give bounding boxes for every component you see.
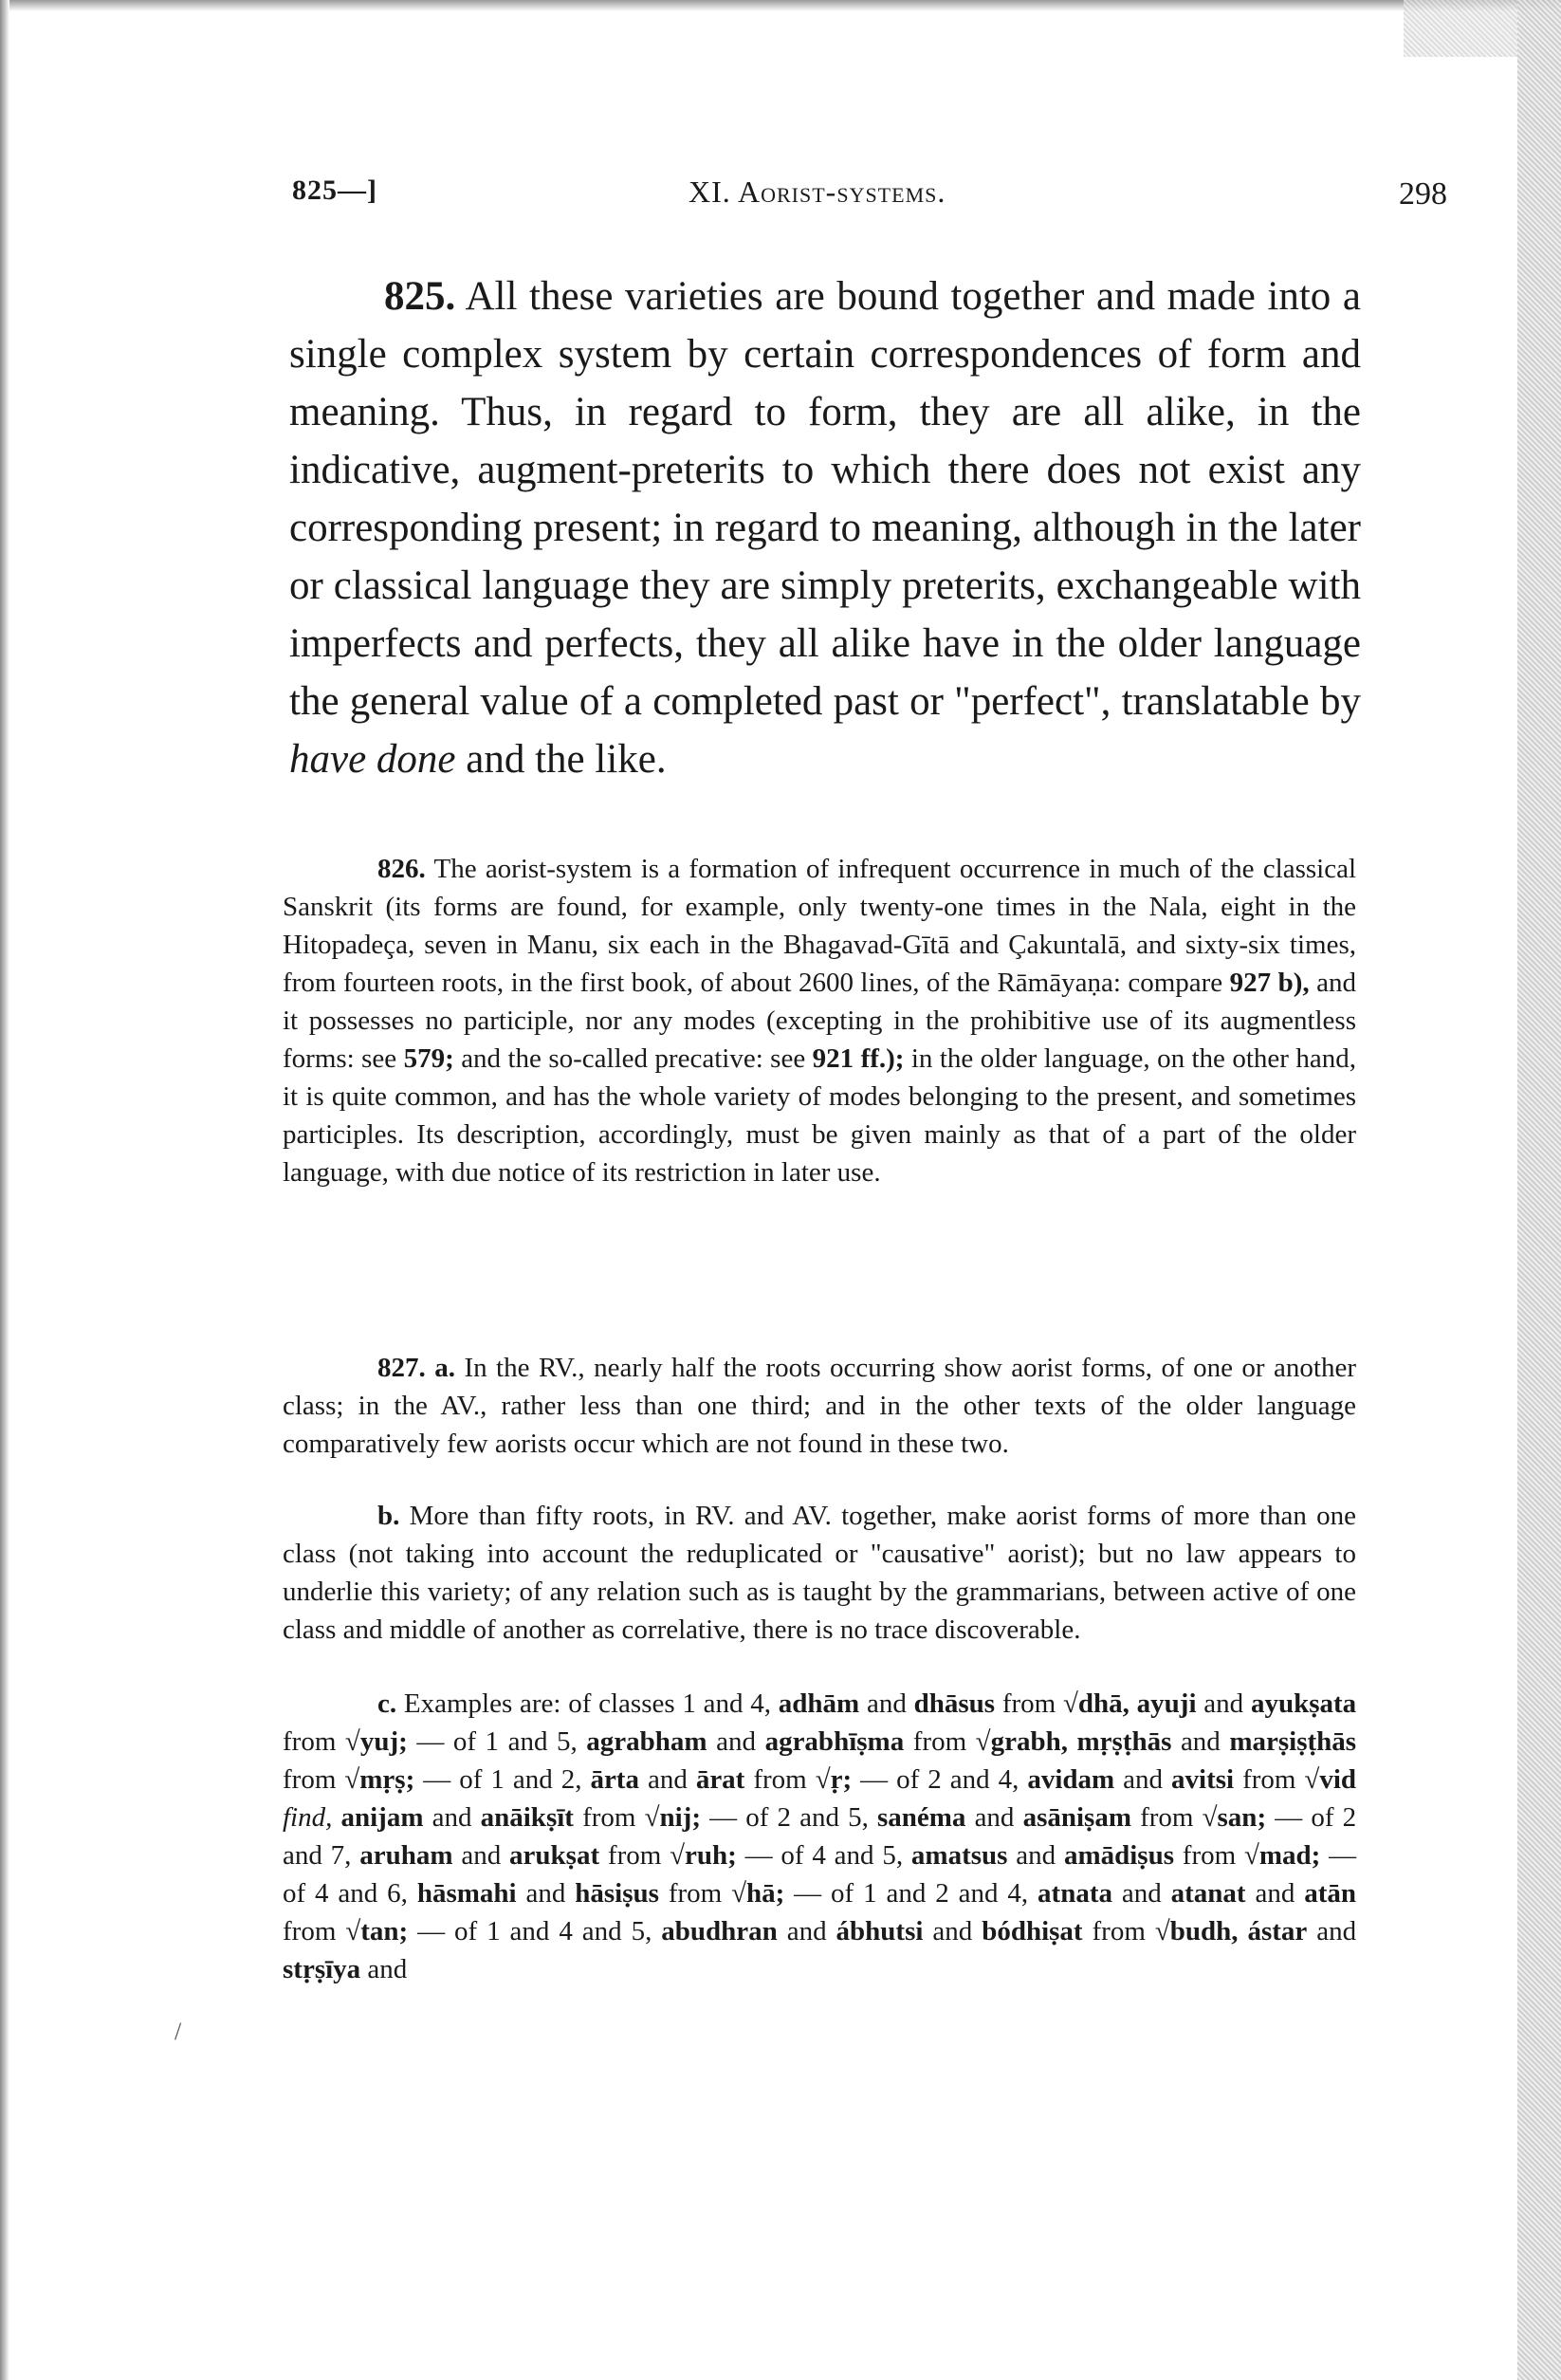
- sanskrit-form: ábhutsi: [836, 1916, 924, 1946]
- sanskrit-root: √hā;: [731, 1878, 785, 1909]
- paragraph-text: The aorist-system is a formation of infrequent occurrence in much of the classical Sanskrit (its forms are found, for example, only twenty-one times in the Nala, eight in the Hitopadeça, seven in Manu, six each in the Bhagavad-Gītā and Çakuntalā, and sixty-six times, from fourteen roots, in the first book, of about 2600 lines, of the Rāmāyaṇa: compare: [283, 854, 1357, 998]
- sanskrit-form: atnata: [1038, 1878, 1112, 1909]
- sanskrit-form: ayukṣata: [1250, 1688, 1357, 1719]
- chapter-title: XI. Aorist-systems.: [689, 175, 946, 209]
- sanskrit-form: agrabhīṣma: [764, 1726, 905, 1757]
- subsection-letter: b.: [377, 1501, 400, 1531]
- paragraph-number: 827.: [377, 1353, 426, 1383]
- page-edge-left: [0, 0, 9, 2380]
- sanskrit-form: arukṣat: [509, 1840, 600, 1871]
- paragraph-826: [283, 850, 1356, 1191]
- sanskrit-form: atān: [1304, 1878, 1357, 1909]
- connector-text: and: [786, 1916, 827, 1946]
- sanskrit-root: √dhā, ayuji: [1063, 1688, 1197, 1719]
- connector-text: and: [716, 1726, 757, 1757]
- sanskrit-form: anijam: [340, 1802, 424, 1833]
- connector-text: from: [283, 1726, 337, 1757]
- sanskrit-root: √yuj;: [344, 1726, 408, 1757]
- italic-phrase: have done: [289, 737, 456, 782]
- running-header: [292, 175, 1459, 226]
- connector-text: and: [974, 1802, 1015, 1833]
- paragraph-text: and the like.: [455, 737, 667, 782]
- cross-reference: 927 b),: [1229, 968, 1310, 998]
- sanskrit-root: √vid: [1304, 1764, 1357, 1795]
- connector-text: and: [1121, 1878, 1162, 1909]
- connector-text: from: [668, 1878, 723, 1909]
- sanskrit-form: amādiṣus: [1063, 1840, 1174, 1871]
- sanskrit-form: agrabham: [586, 1726, 707, 1757]
- sanskrit-root: √mad;: [1243, 1840, 1321, 1871]
- connector-text: and: [1203, 1688, 1244, 1719]
- sanskrit-form: ārta: [590, 1764, 639, 1795]
- subsection-letter: c.: [377, 1688, 397, 1719]
- connector-text: and: [1180, 1726, 1221, 1757]
- connector-text: and: [367, 1954, 408, 1984]
- connector-text: from: [607, 1840, 662, 1871]
- cross-reference: 579;: [403, 1043, 454, 1074]
- connector-text: — of 2 and 5,: [709, 1802, 869, 1833]
- sanskrit-form: stṛṣīya: [283, 1954, 361, 1984]
- page-edge-right-top: [1404, 0, 1517, 57]
- paragraph-827c: [283, 1685, 1356, 1988]
- sanskrit-form: avitsi: [1171, 1764, 1235, 1795]
- sanskrit-form: aruham: [359, 1840, 453, 1871]
- connector-text: from: [283, 1916, 337, 1946]
- sanskrit-form: adhām: [778, 1688, 860, 1719]
- connector-text: from: [283, 1764, 337, 1795]
- paragraph-825: [289, 268, 1361, 788]
- sanskrit-root: √san;: [1202, 1802, 1267, 1833]
- connector-text: and: [647, 1764, 688, 1795]
- connector-text: — of 1 and 2,: [423, 1764, 582, 1795]
- connector-text: from: [1140, 1802, 1194, 1833]
- subsection-letter: a.: [434, 1353, 455, 1383]
- sanskrit-root: √grabh, mṛṣṭhās: [975, 1726, 1172, 1757]
- sanskrit-form: avidam: [1027, 1764, 1115, 1795]
- page-number: 298: [1399, 176, 1447, 212]
- paragraph-827a: [283, 1349, 1356, 1463]
- sanskrit-form: bódhiṣat: [982, 1916, 1083, 1946]
- page-edge-right: [1517, 0, 1561, 2380]
- paragraph-text: Examples are: of classes 1 and 4,: [403, 1688, 772, 1719]
- connector-text: — of 4 and 5,: [744, 1840, 904, 1871]
- sanskrit-form: sanéma: [876, 1802, 966, 1833]
- margin-mark: /: [174, 2018, 182, 2045]
- paragraph-text: In the RV., nearly half the roots occurring show aorist forms, of one or another class; in the AV., rather less than one third; and in the other texts of the older language comparatively few aorists occur which are not found in these two.: [283, 1353, 1357, 1459]
- sanskrit-root: √ṛ;: [815, 1764, 853, 1795]
- connector-text: from: [1182, 1840, 1237, 1871]
- sanskrit-root: √mṛṣ;: [344, 1764, 415, 1795]
- connector-text: and: [461, 1840, 502, 1871]
- connector-text: from: [582, 1802, 636, 1833]
- cross-reference: 921 ff.);: [812, 1043, 905, 1074]
- connector-text: and: [1016, 1840, 1056, 1871]
- connector-text: — of 2 and 4,: [860, 1764, 1019, 1795]
- sanskrit-form: atanat: [1170, 1878, 1246, 1909]
- connector-text: — of 1 and 2 and 4,: [794, 1878, 1029, 1909]
- connector-text: — of 2 and 7,: [283, 1802, 1357, 1871]
- connector-text: from: [753, 1764, 807, 1795]
- connector-text: — of 4 and 6,: [283, 1840, 1357, 1909]
- sanskrit-form: hāsmahi: [416, 1878, 517, 1909]
- paragraph-number: 826.: [377, 854, 426, 884]
- connector-text: and: [1316, 1916, 1357, 1946]
- sanskrit-form: dhāsus: [913, 1688, 996, 1719]
- paragraph-text: All these varieties are bound together and made into a single complex system by certain correspondences of form and meaning. Thus, in regard to form, they are all alike, in the indicative, augment-preterits to which there does not exist any corresponding present; in regard to meaning, although in the later or classical language they are simply preterits, exchangeable with imperfects and perfects, they all alike have in the older language the general value of a completed past or "perfect", translatable by: [289, 274, 1361, 724]
- sanskrit-root: √nij;: [644, 1802, 701, 1833]
- gloss-italic: find,: [283, 1802, 333, 1833]
- connector-text: from: [912, 1726, 967, 1757]
- page-edge-top: [0, 0, 1561, 11]
- sanskrit-root: √ruh;: [670, 1840, 737, 1871]
- paragraph-text: More than fifty roots, in RV. and AV. together, make aorist forms of more than one class (not taking into account the reduplicated or "causative" aorist); but no law appears to underlie this variety; of any relation such as is taught by the grammarians, between active of one class and middle of another as correlative, there is no trace discoverable.: [283, 1501, 1356, 1645]
- sanskrit-form: abudhran: [661, 1916, 778, 1946]
- connector-text: and: [525, 1878, 566, 1909]
- connector-text: from: [1092, 1916, 1146, 1946]
- connector-text: and: [866, 1688, 907, 1719]
- paragraph-827b: [283, 1497, 1356, 1649]
- connector-text: and: [1255, 1878, 1295, 1909]
- sanskrit-root: √budh, ástar: [1154, 1916, 1308, 1946]
- connector-text: and: [932, 1916, 973, 1946]
- connector-text: and: [432, 1802, 472, 1833]
- sanskrit-form: ārat: [695, 1764, 745, 1795]
- sanskrit-form: hāsiṣus: [575, 1878, 659, 1909]
- sanskrit-root: √tan;: [345, 1916, 409, 1946]
- paragraph-text: and it possesses no participle, nor any modes (excepting in the prohibitive use of its augmentless forms: see: [283, 968, 1357, 1074]
- sanskrit-form: amatsus: [910, 1840, 1008, 1871]
- connector-text: — of 1 and 4 and 5,: [417, 1916, 652, 1946]
- sanskrit-form: asāniṣam: [1022, 1802, 1131, 1833]
- connector-text: — of 1 and 5,: [416, 1726, 578, 1757]
- connector-text: from: [1242, 1764, 1296, 1795]
- paragraph-text: in the older language, on the other hand, it is quite common, and has the whole variety of modes belonging to the present, and sometimes participles. Its description, accordingly, must be given mainly as that of a part of the older language, with due notice of its restriction in later use.: [283, 1043, 1356, 1188]
- sanskrit-form: anāikṣīt: [480, 1802, 574, 1833]
- connector-text: and: [1123, 1764, 1164, 1795]
- paragraph-text: and the so-called precative: see: [453, 1043, 813, 1074]
- section-reference: 825—]: [292, 175, 377, 206]
- sanskrit-form: marṣiṣṭhās: [1229, 1726, 1357, 1757]
- connector-text: from: [1001, 1688, 1056, 1719]
- paragraph-number: 825.: [384, 274, 456, 319]
